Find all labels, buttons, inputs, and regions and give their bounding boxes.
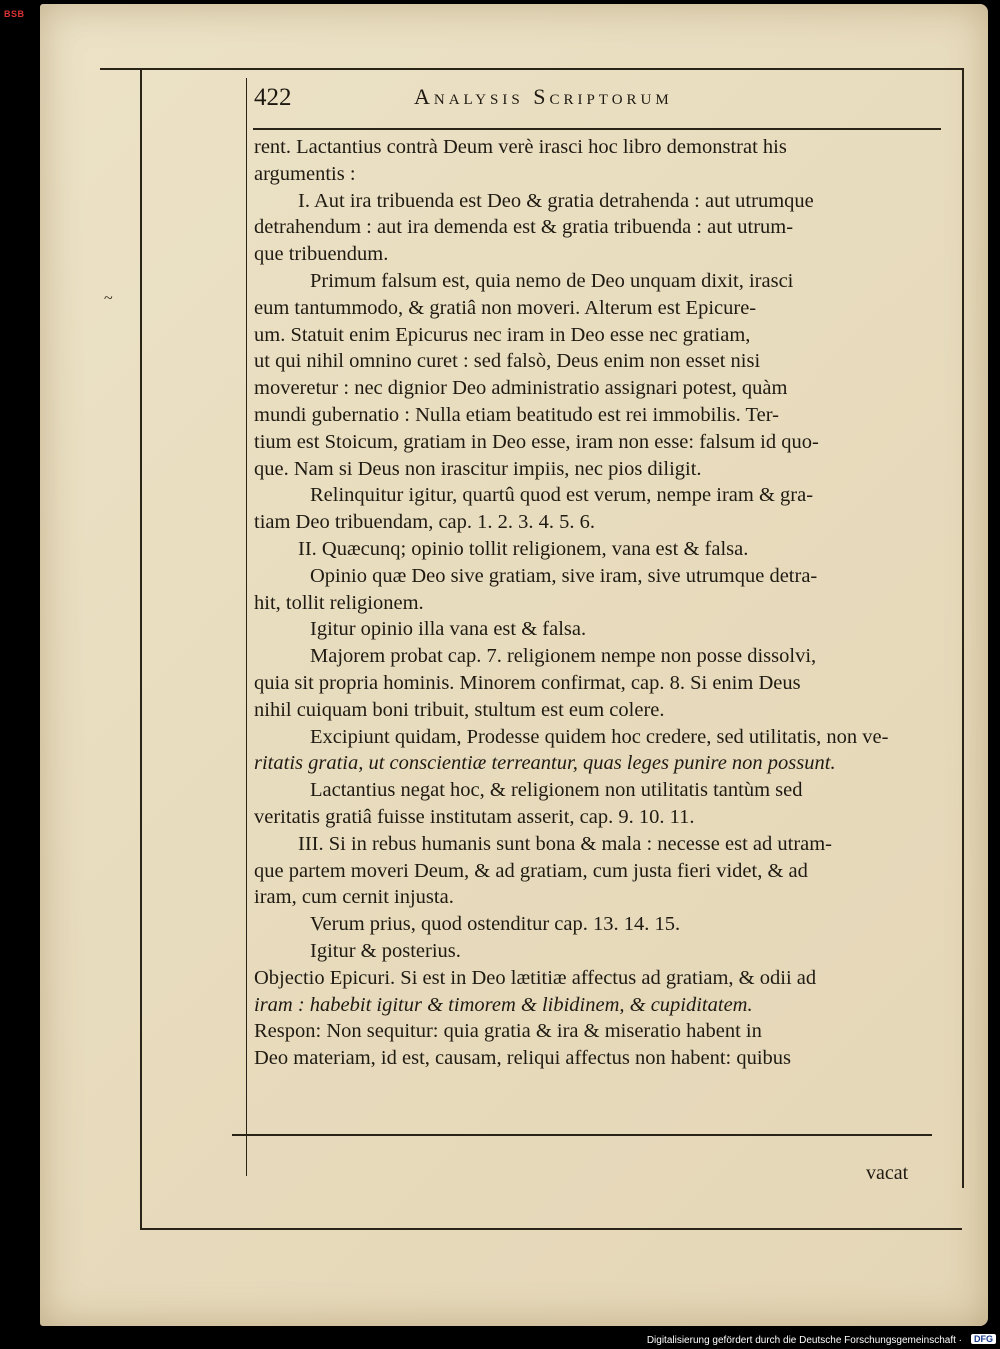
text-line: que tribuendum.	[254, 243, 389, 266]
frame-bottom-line	[140, 1228, 962, 1230]
text-line: I. Aut ira tribuenda est Deo & gratia detrahenda : aut utrumque	[298, 189, 814, 212]
text-line: III. Si in rebus humanis sunt bona & mala : necesse est ad utram-	[298, 832, 833, 855]
text-line: Majorem probat cap. 7. religionem nempe non posse dissolvi,	[310, 645, 817, 668]
text-line: tiam Deo tribuendam, cap. 1. 2. 3. 4. 5. 6.	[254, 511, 596, 534]
text-line: detrahendum : aut ira demenda est & gratia tribuenda : aut utrum-	[254, 216, 794, 239]
text-line: Objectio Epicuri. Si est in Deo lætitiæ affectus ad gratiam, & odii ad	[254, 966, 817, 989]
text-line: veritatis gratiâ fuisse institutam asserit, cap. 9. 10. 11.	[254, 805, 695, 828]
text-line: nihil cuiquam boni tribuit, stultum est eum colere.	[254, 698, 665, 721]
text-line: que partem moveri Deum, & ad gratiam, cum justa fieri videt, & ad	[254, 859, 808, 882]
page-number: 422	[254, 84, 292, 111]
frame-right-line	[962, 68, 964, 1188]
text-line: Igitur opinio illa vana est & falsa.	[310, 618, 587, 641]
text-line: II. Quæcunq; opinio tollit religionem, vana est & falsa.	[298, 537, 749, 560]
margin-mark: ~	[104, 290, 113, 307]
text-line: ritatis gratia, ut conscientiæ terreantur, quas leges punire non possunt.	[254, 752, 836, 775]
text-line: rent. Lactantius contrà Deum verè irasci hoc libro demonstrat his	[254, 136, 787, 158]
library-tag: BSB	[4, 9, 25, 19]
footer-bar	[0, 1332, 1000, 1349]
text-line: Deo materiam, id est, causam, reliqui affectus non habent: quibus	[254, 1047, 792, 1070]
text-line: Relinquitur igitur, quartû quod est verum, nempe iram & gra-	[310, 484, 814, 507]
running-head: Analysis Scriptorum	[414, 84, 673, 109]
text-line: Igitur & posterius.	[310, 939, 461, 962]
text-line: quia sit propria hominis. Minorem confirmat, cap. 8. Si enim Deus	[254, 671, 801, 694]
text-line: moveretur : nec dignior Deo administratio assignari potest, quàm	[254, 377, 788, 400]
catchword: vacat	[866, 1162, 909, 1184]
text-line: hit, tollit religionem.	[254, 591, 424, 614]
frame-top-line	[100, 68, 962, 70]
frame-left-line	[140, 68, 142, 1228]
header-rule	[253, 128, 941, 130]
text-line: Respon: Non sequitur: quia gratia & ira & miseratio habent in	[254, 1020, 762, 1043]
text-line: um. Statuit enim Epicurus nec iram in Deo esse nec gratiam,	[254, 323, 751, 346]
text-line: argumentis :	[254, 162, 356, 185]
text-line: Excipiunt quidam, Prodesse quidem hoc credere, sed utilitatis, non ve-	[310, 725, 889, 748]
text-line: Opinio quæ Deo sive gratiam, sive iram, sive utrumque detra-	[310, 564, 818, 587]
text-line: ut qui nihil omnino curet : sed falsò, Deus enim non esset nisi	[254, 350, 761, 373]
text-line: que. Nam si Deus non irascitur impiis, nec pios diligit.	[254, 457, 702, 480]
text-line: Primum falsum est, quia nemo de Deo unquam dixit, irasci	[310, 269, 794, 292]
text-line: eum tantummodo, & gratiâ non moveri. Alterum est Epicure-	[254, 296, 757, 319]
text-line: tium est Stoicum, gratiam in Deo esse, iram non esse: falsum id quo-	[254, 430, 819, 453]
text-line: iram : habebit igitur & timorem & libidinem, & cupiditatem.	[254, 993, 753, 1016]
body-text	[254, 134, 950, 1072]
text-line: iram, cum cernit injusta.	[254, 886, 454, 909]
text-line: Lactantius negat hoc, & religionem non utilitatis tantùm sed	[310, 779, 803, 802]
dfg-logo: DFG	[971, 1334, 996, 1344]
bottom-rule	[232, 1134, 932, 1136]
footer-credit: Digitalisierung gefördert durch die Deutsche Forschungsgemeinschaft ·	[646, 1335, 962, 1346]
text-line: mundi gubernatio : Nulla etiam beatitudo est rei immobilis. Ter-	[254, 403, 779, 426]
text-line: Verum prius, quod ostenditur cap. 13. 14. 15.	[310, 913, 681, 936]
inner-margin-line	[246, 78, 247, 1176]
